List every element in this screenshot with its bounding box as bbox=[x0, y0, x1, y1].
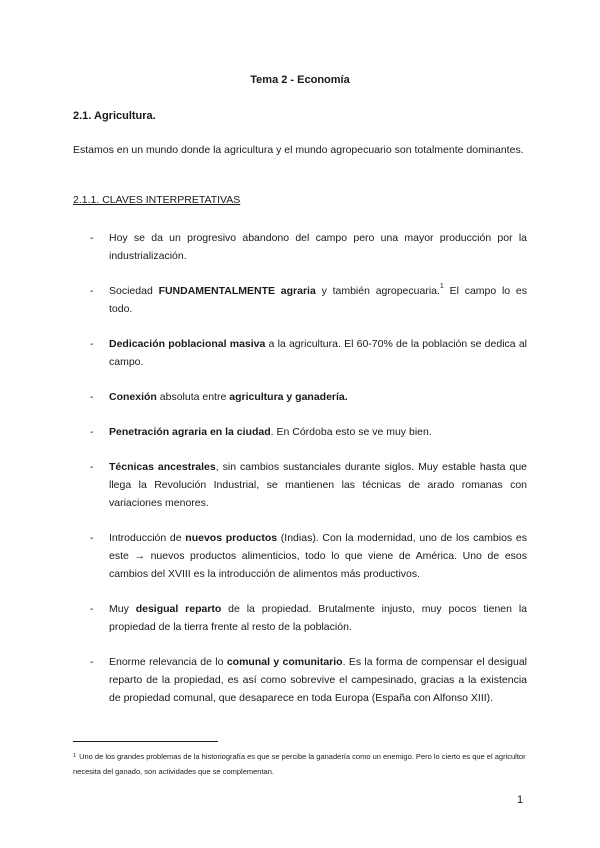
bullet-item: - Muy desigual reparto de la propiedad. Brutalmente injusto, muy pocos tienen la propiedad de la tierra frente al resto de la población. bbox=[73, 600, 527, 636]
bullet-dash: - bbox=[90, 461, 94, 473]
intro-paragraph: Estamos en un mundo donde la agricultura y el mundo agropecuario son totalmente dominantes. bbox=[73, 144, 524, 156]
bullet-item: - Sociedad FUNDAMENTALMENTE agraria y también agropecuaria.$^1$ El campo lo es todo. bbox=[90, 283, 527, 315]
footnote-mark: 1 bbox=[73, 753, 77, 759]
subsection-heading: 2.1.1. CLAVES INTERPRETATIVAS bbox=[73, 194, 241, 206]
bullet-dash: - bbox=[90, 285, 94, 297]
document-title: Tema 2 - Economía bbox=[250, 74, 350, 86]
bullet-dash: - bbox=[90, 232, 94, 244]
bullet-dash: - bbox=[90, 338, 94, 350]
bullet-list bbox=[73, 229, 527, 724]
bullet-item: - Introducción de nuevos productos (Indias). Con la modernidad, uno de los cambios es este → nuevos productos alimenticios, todo lo que viene de América. Uno de esos cambios del XVIII es la introducción de alimentos más productivos. bbox=[73, 529, 527, 583]
bullet-dash: - bbox=[90, 656, 94, 668]
bullet-item: - Técnicas ancestrales, sin cambios sustanciales durante siglos. Muy estable hasta que llega la Revolución Industrial, se mantienen las técnicas de arado romanas con variaciones menores. bbox=[73, 458, 527, 512]
footnote-divider bbox=[73, 741, 218, 742]
bullet-item: - Hoy se da un progresivo abandono del campo pero una mayor producción por la industrialización. bbox=[73, 229, 527, 265]
bullet-item: - Enorme relevancia de lo comunal y comunitario. Es la forma de compensar el desigual reparto de la propiedad, es así como sobrevive el campesinado, gracias a la existencia de propiedad comunal, que desaparece en toda Europa (España con Alfonso XIII). bbox=[73, 653, 527, 707]
bullet-dash: - bbox=[90, 391, 94, 403]
section-heading: 2.1. Agricultura. bbox=[73, 110, 156, 122]
bullet-item: - Penetración agraria en la ciudad. En Córdoba esto se ve muy bien. bbox=[73, 423, 527, 441]
bullet-dash: - bbox=[90, 532, 94, 544]
bullet-item: - Conexión absoluta entre agricultura y ganadería. bbox=[73, 388, 527, 406]
page-number: 1 bbox=[517, 794, 524, 806]
footnote-text: Uno de los grandes problemas de la historiografía es que se percibe la ganadería como un enemigo. Pero lo cierto es que el agricultor necesita del ganado, son actividades que se complementan. bbox=[73, 752, 526, 776]
bullet-dash: - bbox=[90, 426, 94, 438]
bullet-dash: - bbox=[90, 603, 94, 615]
footnote-reference[interactable]: 1 bbox=[439, 283, 444, 290]
bullet-item: - Dedicación poblacional masiva a la agricultura. El 60-70% de la población se dedica al campo. bbox=[73, 335, 527, 371]
footnote bbox=[73, 749, 527, 779]
